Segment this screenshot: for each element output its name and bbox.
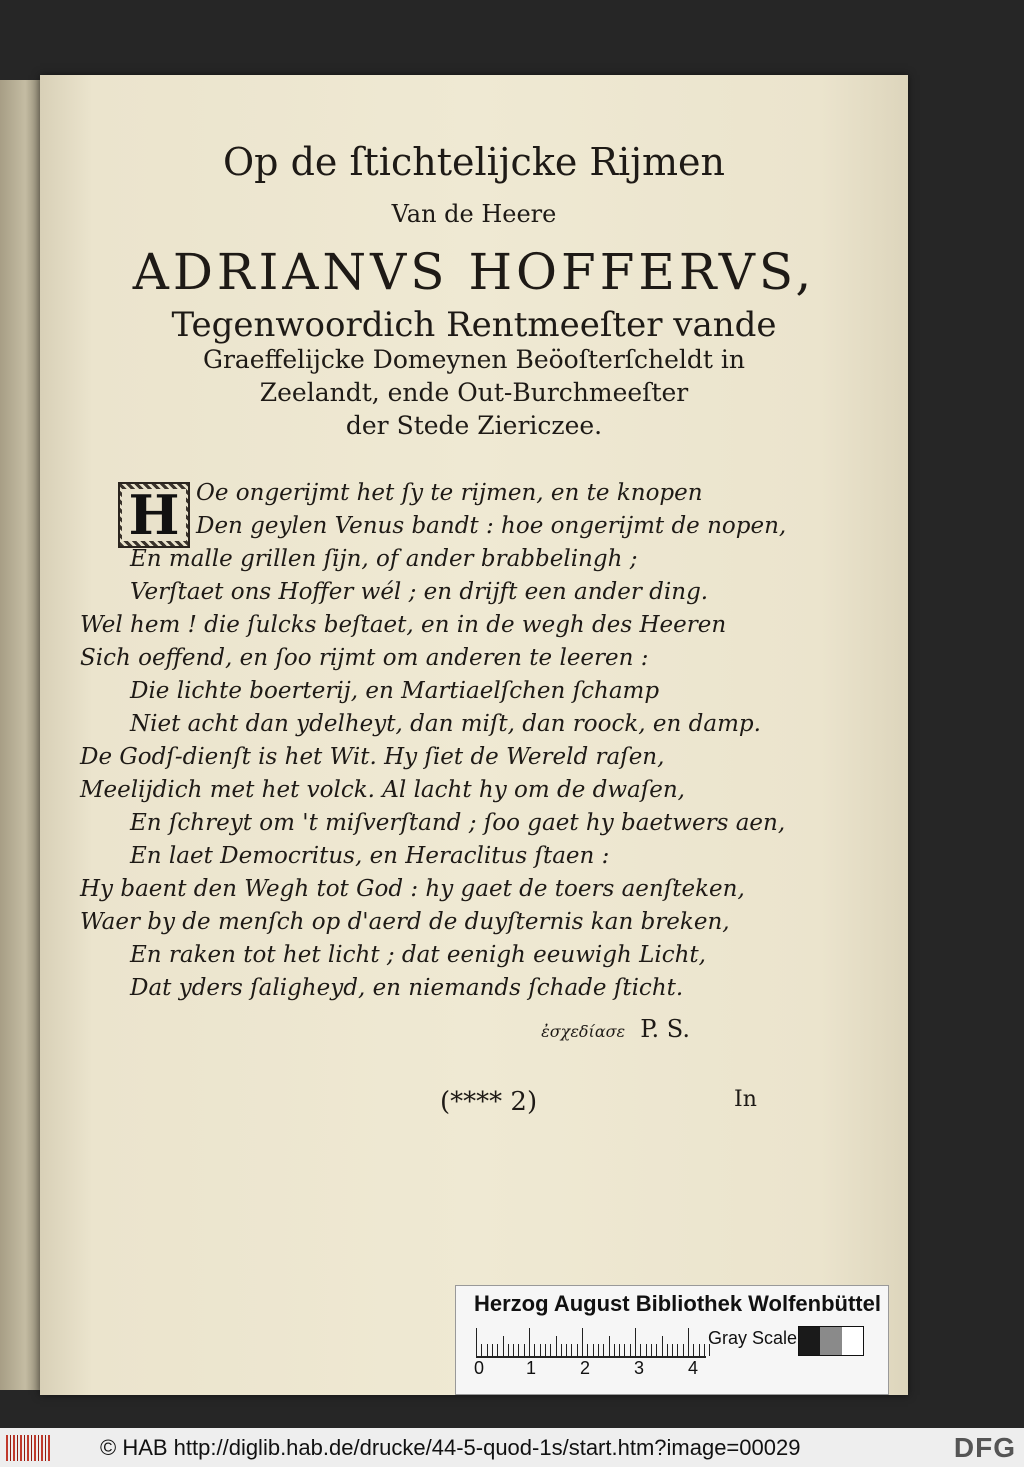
gray-scale-label: Gray Scale <box>708 1328 798 1348</box>
ruler-tick <box>614 1344 615 1356</box>
poem-line: Die lichte boerterij, en Martiaelſchen ſchamp <box>130 678 660 704</box>
ruler-tick <box>534 1344 535 1356</box>
ruler-tick <box>487 1344 488 1356</box>
poem-line: Sich oeffend, en ſoo rijmt om anderen te leeren : <box>80 645 649 671</box>
signature-greek: ἐσχεδίασε <box>541 1022 626 1041</box>
ruler-tick <box>492 1344 493 1356</box>
signature <box>541 1015 908 1043</box>
ruler-tick <box>550 1344 551 1356</box>
ruler-tick <box>693 1344 694 1356</box>
ruler-tick <box>577 1344 578 1356</box>
signature-initials: P. S. <box>640 1015 690 1043</box>
ruler-tick <box>571 1344 572 1356</box>
title-name: ADRIANVS HOFFERVS, <box>132 243 816 301</box>
ruler-tick <box>556 1336 557 1356</box>
ruler-tick <box>672 1344 673 1356</box>
ruler-tick <box>640 1344 641 1356</box>
title-line-2: Van de Heere <box>391 200 557 228</box>
ruler-tick <box>593 1344 594 1356</box>
ruler-tick <box>545 1344 546 1356</box>
ruler-tick <box>651 1344 652 1356</box>
viewer-footer <box>0 1428 1024 1467</box>
ruler-tick <box>635 1328 636 1356</box>
title-line-6: Zeelandt, ende Out-Burchmeeſter <box>259 378 689 407</box>
card-title: Herzog August Bibliothek Wolfenbüttel <box>474 1291 881 1316</box>
ruler-tick <box>683 1344 684 1356</box>
ruler-tick <box>540 1344 541 1356</box>
poem-line: De Godſ-dienſt is het Wit. Hy ſiet de Wereld raſen, <box>80 744 665 770</box>
ruler-number: 1 <box>526 1358 537 1378</box>
dfg-logo: DFG <box>953 1432 1016 1463</box>
dropcap-initial: H <box>118 482 190 548</box>
ruler-tick <box>699 1344 700 1356</box>
gray-swatch <box>799 1327 820 1355</box>
ruler-tick <box>624 1344 625 1356</box>
book-page <box>40 75 908 1395</box>
ruler-number: 2 <box>580 1358 591 1378</box>
title-line-7: der Stede Ziericzee. <box>345 411 603 440</box>
ruler-tick <box>524 1344 525 1356</box>
ruler-tick <box>704 1344 705 1356</box>
title-line-1: Op de ſtichtelijcke Rijmen <box>223 140 725 184</box>
poem-line: Waer by de menſch op d'aerd de duyſternis kan breken, <box>80 909 730 935</box>
ruler-tick <box>603 1344 604 1356</box>
ruler-tick <box>662 1336 663 1356</box>
ruler-tick <box>503 1336 504 1356</box>
ruler-number: 4 <box>688 1358 699 1378</box>
catchword: In <box>734 1087 757 1112</box>
title-line-5: Graeffelijcke Domeynen Beöoſterſcheldt in <box>202 345 746 374</box>
gray-scale-swatches <box>798 1326 864 1356</box>
poem-line: En malle grillen ſijn, of ander brabbelingh ; <box>130 546 638 572</box>
ruler-tick <box>688 1328 689 1356</box>
poem-line: En laet Democritus, en Heraclitus ſtaen : <box>130 843 610 869</box>
previous-page-edge <box>0 80 42 1390</box>
title-office: Tegenwoordich Rentmeeſter vande <box>171 305 777 345</box>
ruler-tick <box>497 1344 498 1356</box>
ruler-tick <box>481 1344 482 1356</box>
ruler-tick <box>646 1344 647 1356</box>
poem-line: Oe ongerijmt het ſy te rijmen, en te knopen <box>196 480 703 506</box>
ruler-tick <box>582 1328 583 1356</box>
ruler-tick <box>508 1344 509 1356</box>
poem-line: Verſtaet ons Hoffer wél ; en drijft een ander ding. <box>130 579 709 605</box>
ruler-number: 3 <box>634 1358 645 1378</box>
ruler-number: 0 <box>474 1358 485 1378</box>
poem-line: Niet acht dan ydelheyt, dan miſt, dan roock, en damp. <box>130 711 761 737</box>
poem-line: En raken tot het licht ; dat eenigh eeuwigh Licht, <box>130 942 706 968</box>
poem-line: En ſchreyt om 't miſverſtand ; ſoo gaet hy baetwers aen, <box>130 810 786 836</box>
copyright-link[interactable]: © HAB http://diglib.hab.de/drucke/44-5-quod-1s/start.htm?image=00029 <box>100 1435 801 1460</box>
ruler-tick <box>619 1344 620 1356</box>
barcode-icon <box>6 1435 50 1461</box>
poem-line: Wel hem ! die ſulcks beſtaet, en in de wegh des Heeren <box>80 612 727 638</box>
ruler-tick <box>518 1344 519 1356</box>
ruler-tick <box>476 1328 477 1356</box>
signature-mark: (**** 2) <box>440 1087 538 1117</box>
color-reference-card <box>455 1285 889 1395</box>
poem-line: Den geylen Venus bandt : hoe ongerijmt de nopen, <box>196 513 787 539</box>
poem-line: Dat yders ſaligheyd, en niemands ſchade ſticht. <box>130 975 684 1001</box>
ruler-tick <box>667 1344 668 1356</box>
gray-swatch <box>820 1327 841 1355</box>
ruler-tick <box>529 1328 530 1356</box>
ruler-tick <box>656 1344 657 1356</box>
gray-swatch <box>842 1327 863 1355</box>
ruler-tick <box>630 1344 631 1356</box>
ruler-tick <box>513 1344 514 1356</box>
ruler-tick <box>566 1344 567 1356</box>
ruler-tick <box>587 1344 588 1356</box>
poem-line: Meelijdich met het volck. Al lacht hy om de dwaſen, <box>80 777 685 803</box>
ruler-tick <box>561 1344 562 1356</box>
poem-line: Hy baent den Wegh tot God : hy gaet de toers aenſteken, <box>80 876 745 902</box>
scale-ruler <box>476 1326 706 1358</box>
ruler-tick <box>598 1344 599 1356</box>
ruler-tick <box>609 1336 610 1356</box>
ruler-tick <box>677 1344 678 1356</box>
